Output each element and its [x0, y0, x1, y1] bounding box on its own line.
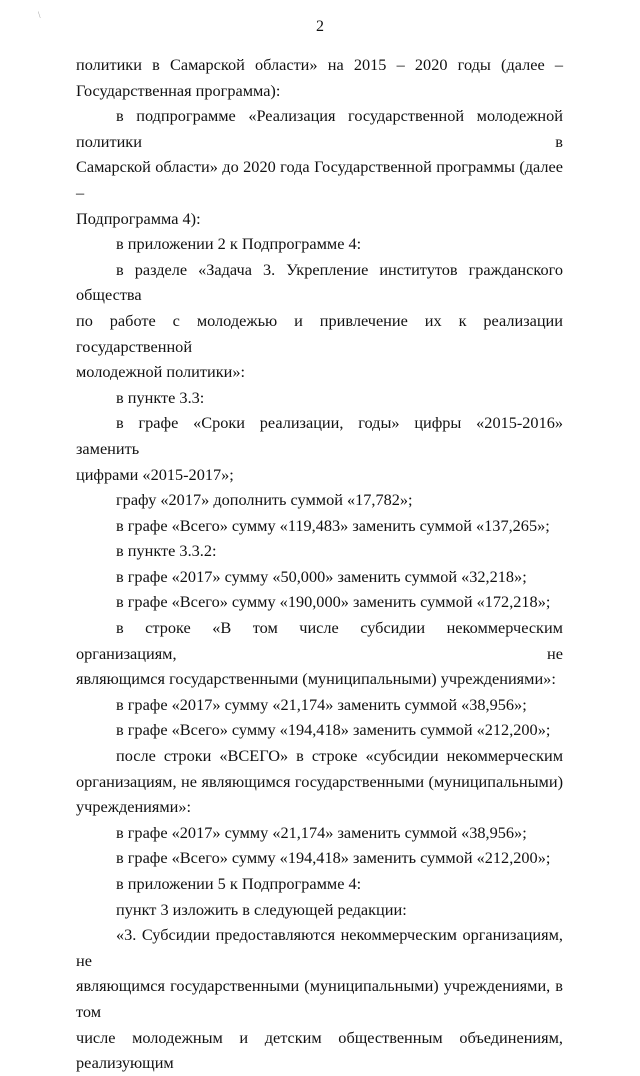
document-line: в графе «Всего» сумму «119,483» заменить суммой «137,265»; [116, 515, 550, 535]
document-line: в пункте 3.3: [116, 387, 205, 407]
document-line: Государственная программа): [76, 80, 281, 100]
document-body [76, 52, 563, 1076]
document-line: являющимся государственными (муниципальными) учреждениями»: [76, 669, 556, 689]
document-line: в графе «Сроки реализации, годы» цифры «2015-2016» заменить [76, 413, 563, 458]
document-line: по работе с молодежью и привлечение их к реализации государственной [76, 310, 563, 356]
document-line: после строки «ВСЕГО» в строке «субсидии некоммерческим [116, 746, 563, 766]
document-line: в приложении 5 к Подпрограмме 4: [116, 874, 362, 893]
document-line: в приложении 2 к Подпрограмме 4: [116, 234, 362, 254]
document-line: цифрами «2015-2017»; [76, 464, 234, 484]
document-line: в строке «В том числе субсидии некоммерческим организациям, не [76, 618, 563, 663]
document-line: являющимся государственными (муниципальными) учреждениями, в том [76, 976, 563, 1021]
document-line: в графе «2017» сумму «21,174» заменить суммой «38,956»; [116, 822, 527, 842]
document-line: политики в Самарской области» на 2015 – 2020 годы (далее – [76, 55, 563, 74]
page-number: 2 [316, 18, 324, 35]
document-line: молодежной политики»: [76, 362, 246, 382]
document-line: в графе «Всего» сумму «190,000» заменить суммой «172,218»; [116, 592, 551, 612]
document-line: Подпрограмма 4): [76, 208, 201, 228]
document-line: в графе «Всего» сумму «194,418» заменить суммой «212,200»; [116, 720, 551, 740]
document-line: в подпрограмме «Реализация государственной молодежной политики в [76, 106, 563, 151]
document-line: в пункте 3.3.2: [116, 541, 217, 561]
document-line: в графе «2017» сумму «50,000» заменить суммой «32,218»; [116, 566, 527, 586]
document-line: в разделе «Задача 3. Укрепление институтов гражданского общества [76, 259, 563, 305]
document-line: учреждениями»: [76, 797, 192, 817]
document-line: числе молодежным и детским общественным объединениям, реализующим [76, 1027, 563, 1073]
corner-mark: \ [38, 10, 41, 20]
document-line: в графе «2017» сумму «21,174» заменить суммой «38,956»; [116, 694, 527, 714]
document-line: Самарской области» до 2020 года Государственной программы (далее – [76, 157, 563, 202]
document-line: организациям, не являющимся государственными (муниципальными) [76, 771, 563, 791]
document-line: «3. Субсидии предоставляются некоммерческим организациям, не [76, 925, 563, 970]
document-line: в графе «Всего» сумму «194,418» заменить суммой «212,200»; [116, 848, 551, 868]
document-line: пункт 3 изложить в следующей редакции: [116, 899, 407, 919]
document-line: графу «2017» дополнить суммой «17,782»; [116, 490, 413, 510]
